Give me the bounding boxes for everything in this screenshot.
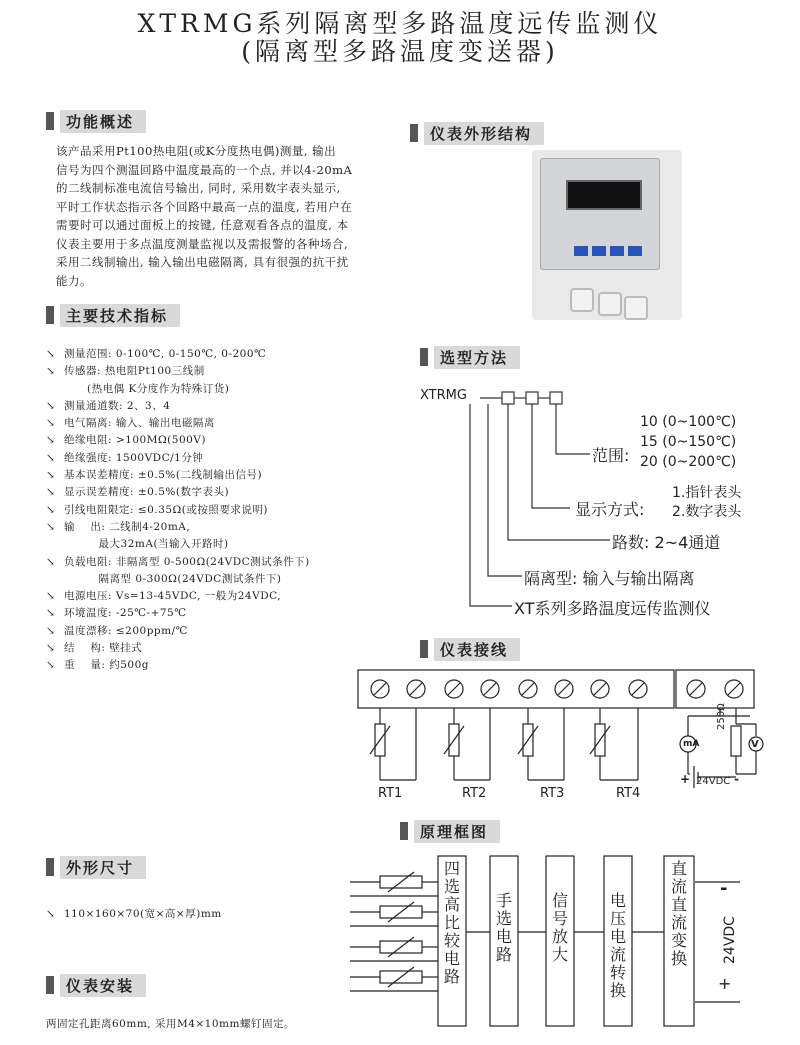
arrow-icon: ↘ [46, 642, 56, 655]
device-button [610, 246, 624, 256]
spec-list [46, 346, 406, 675]
series-text: XT系列多路温度远传监测仪 [514, 599, 711, 618]
arrow-icon: ↘ [46, 503, 56, 516]
spec-item [46, 605, 406, 622]
spec-item [46, 346, 406, 363]
spec-text: (热电偶 K分度作为特殊订货) [64, 382, 230, 395]
rtd-sensor [370, 708, 416, 780]
section-wiring-header [420, 638, 520, 660]
spec-item [46, 363, 406, 380]
spec-text: 电气隔离: 输入、输出电磁隔离 [64, 417, 215, 430]
resistor-label: 250Ω [716, 703, 727, 730]
section-block-header [400, 820, 500, 842]
rtd-input [350, 902, 438, 926]
spec-item [46, 554, 406, 571]
section-selection-header [420, 346, 520, 368]
spec-text: 最大32mA(当输入开路时) [64, 538, 229, 551]
arrow-icon: ↘ [46, 417, 56, 430]
section-label: 仪表外形结构 [424, 122, 544, 145]
spec-text: 重 量: 约500g [64, 659, 149, 672]
terminal-slot [632, 683, 644, 695]
cable-gland [570, 288, 594, 312]
plus-sign: + [680, 772, 691, 786]
block-box-label: 电 压 电 流 转 换 [609, 891, 626, 1000]
arrow-icon: ↘ [46, 348, 56, 360]
arrow-icon: ↘ [46, 365, 56, 378]
spec-text: 输 出: 二线制4-20mA, [64, 520, 191, 533]
terminal-slot [558, 683, 570, 695]
page-title: XTRMG系列隔离型多路温度远传监测仪 [137, 9, 663, 38]
rtd-input [350, 937, 438, 961]
overview-line: 能力。 [56, 273, 92, 288]
section-specs-header [46, 304, 180, 326]
terminal-slot [728, 683, 740, 695]
spec-text: 显示误差精度: ±0.5%(数字表头) [64, 486, 230, 499]
range-label: 范围: [592, 446, 630, 465]
isolation-text: 隔离型: 输入与输出隔离 [524, 569, 695, 588]
spec-item [46, 432, 406, 449]
overview-text [56, 142, 406, 290]
sensor-label: RT3 [540, 786, 565, 801]
wiring-diagram [350, 664, 780, 814]
device-button [574, 246, 588, 256]
arrow-icon: ↘ [46, 908, 56, 920]
range-option: 15 (0~150℃) [640, 434, 737, 450]
arrow-icon: ↘ [46, 520, 56, 533]
block-box-label: 直 流 直 流 变 换 [670, 859, 687, 968]
spec-item [46, 502, 406, 519]
terminal-slot [522, 683, 534, 695]
spec-item [46, 467, 406, 484]
spec-text: 传感器: 热电阻Pt100三线制 [64, 365, 205, 378]
dimensions-line [46, 906, 222, 923]
overview-line: 采用二线制输出, 输入输出电磁隔离, 具有很强的抗干扰 [56, 255, 349, 269]
section-appearance-header [410, 122, 544, 144]
rtd-sensor [590, 708, 638, 780]
minus-sign: - [734, 772, 739, 786]
spec-text: 基本误差精度: ±0.5%(二线制输出信号) [64, 469, 263, 482]
spec-text: 温度漂移: ≤200ppm/℃ [64, 624, 188, 637]
rtd-input [350, 967, 438, 991]
arrow-icon: ↘ [46, 434, 56, 447]
device-button [628, 246, 642, 256]
spec-item [46, 381, 406, 398]
arrow-icon: ↘ [46, 469, 56, 482]
model-code: XTRMG [420, 388, 467, 403]
terminal-slot [410, 683, 422, 695]
section-label: 仪表安装 [60, 974, 146, 997]
range-option: 10 (0~100℃) [640, 414, 737, 430]
arrow-icon: ↘ [46, 555, 56, 568]
spec-text: 电源电压: Vs=13-45VDC, 一般为24VDC, [64, 590, 282, 603]
section-overview-header [46, 110, 146, 132]
display-label: 显示方式: [575, 500, 645, 519]
spec-item [46, 623, 406, 640]
arrow-icon: ↘ [46, 659, 56, 672]
block-minus: - [720, 878, 728, 899]
spec-item [46, 571, 406, 588]
spec-item [46, 415, 406, 432]
spec-text: 引线电阻限定: ≤0.35Ω(或按照要求说明) [64, 503, 268, 516]
device-display [566, 180, 642, 210]
arrow-icon: ↘ [46, 607, 56, 620]
install-text: 两固定孔距离60mm, 采用M4×10mm螺钉固定。 [46, 1018, 295, 1030]
arrow-icon: ↘ [46, 624, 56, 637]
section-label: 原理框图 [414, 820, 500, 843]
cable-gland [624, 296, 648, 320]
overview-line: 信号为四个测温回路中温度最高的一个点, 并以4-20mA [56, 162, 353, 177]
sensor-label: RT4 [616, 786, 641, 801]
voltmeter-label: V [751, 739, 759, 750]
spec-item [46, 536, 406, 553]
block-supply: 24VDC [722, 916, 738, 964]
ammeter-label: mA [683, 739, 700, 749]
dimensions-text: 110×160×70(宽×高×厚)mm [64, 908, 222, 920]
terminal-slot [594, 683, 606, 695]
spec-text: 负载电阻: 非隔离型 0-500Ω(24VDC测试条件下) [64, 555, 310, 568]
overview-line: 平时工作状态指示各个回路中最高一点的温度, 若用户在 [56, 199, 353, 214]
spec-text: 环境温度: -25℃-+75℃ [64, 607, 187, 620]
spec-item [46, 450, 406, 467]
spec-text: 绝缘电阻: >100MΩ(500V) [64, 434, 206, 447]
arrow-icon: ↘ [46, 451, 56, 464]
terminal-slot [448, 683, 460, 695]
spec-text: 结 构: 壁挂式 [64, 642, 143, 655]
section-label: 主要技术指标 [60, 304, 180, 327]
block-box-label: 四 选 高 比 较 电 路 [443, 859, 460, 986]
spec-text: 测量范围: 0-100℃, 0-150℃, 0-200℃ [64, 348, 267, 360]
spec-item [46, 519, 406, 536]
overview-line: 仪表主要用于多点温度测量监视以及需报警的各种场合, [56, 236, 349, 251]
section-install-header [46, 974, 146, 996]
terminal-slot [374, 683, 386, 695]
range-option: 20 (0~200℃) [640, 454, 737, 470]
section-dimensions-header [46, 856, 146, 878]
spec-item [46, 588, 406, 605]
rtd-input [350, 872, 438, 896]
rtd-sensor [444, 708, 490, 780]
channels-text: 路数: 2~4通道 [612, 533, 721, 552]
spec-item [46, 484, 406, 501]
rtd-sensor [518, 708, 564, 780]
terminal-slot [690, 683, 702, 695]
arrow-icon: ↘ [46, 590, 56, 603]
overview-line: 该产品采用Pt100热电阻(或K分度热电偶)测量, 输出 [56, 144, 337, 158]
block-box-label: 手 选 电 路 [495, 891, 512, 964]
arrow-icon: ↘ [46, 399, 56, 412]
display-option: 1.指针表头 [672, 485, 742, 501]
spec-text: 绝缘强度: 1500VDC/1分钟 [64, 451, 204, 464]
terminal-slot [484, 683, 496, 695]
section-label: 外形尺寸 [60, 856, 146, 879]
sensor-label: RT1 [378, 786, 403, 801]
spec-text: 测量通道数: 2、3、4 [64, 399, 171, 412]
section-label: 仪表接线 [434, 638, 520, 661]
display-option: 2.数字表头 [672, 504, 742, 520]
device-button [592, 246, 606, 256]
cable-gland [598, 292, 622, 316]
section-label: 选型方法 [434, 346, 520, 369]
supply-label: 24VDC [696, 776, 731, 787]
spec-item [46, 640, 406, 657]
page-subtitle: (隔离型多路温度变送器) [241, 37, 559, 66]
overview-line: 的二线制标准电流信号输出, 同时, 采用数字表头显示, [56, 181, 341, 195]
block-box-label: 信 号 放 大 [551, 891, 568, 964]
block-plus: + [718, 974, 732, 993]
spec-item [46, 398, 406, 415]
arrow-icon: ↘ [46, 486, 56, 499]
sensor-label: RT2 [462, 786, 487, 801]
overview-line: 需要时可以通过面板上的按键, 任意观看各点的温度, 本 [56, 218, 349, 232]
spec-text: 隔离型 0-300Ω(24VDC测试条件下) [64, 572, 282, 585]
section-label: 功能概述 [60, 110, 146, 133]
